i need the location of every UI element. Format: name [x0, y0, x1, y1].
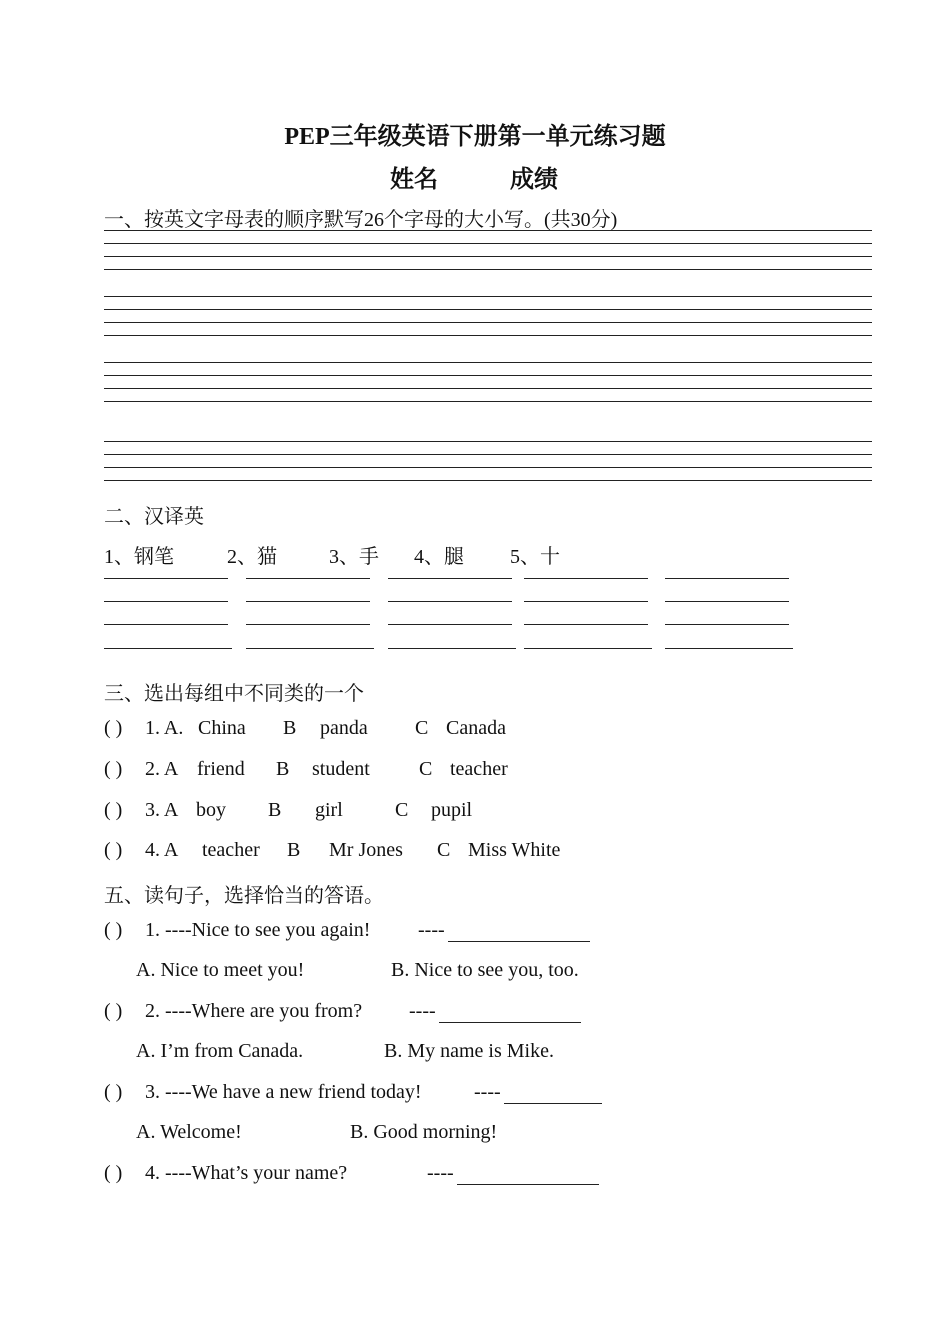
option-b-label: B: [287, 839, 301, 861]
question-number: 2. A: [145, 758, 179, 780]
word-item: 3、手: [329, 546, 379, 568]
option-c-label: C: [437, 839, 451, 861]
ruled-line: [104, 480, 872, 481]
question-number: 3. A: [145, 799, 179, 821]
option-c-label: C: [395, 799, 409, 821]
ruled-line: [104, 256, 872, 257]
answer-blank[interactable]: [524, 578, 648, 579]
option-c: pupil: [431, 799, 473, 821]
ruled-line: [104, 375, 872, 376]
reply-dash: ----: [418, 919, 445, 941]
option-b-label: B: [283, 717, 297, 739]
reply-blank[interactable]: [448, 923, 590, 942]
option-b: B. My name is Mike.: [384, 1040, 554, 1062]
answer-blank[interactable]: [665, 578, 789, 579]
answer-blank[interactable]: [104, 578, 228, 579]
answer-blank[interactable]: [104, 624, 228, 625]
answer-blank[interactable]: [104, 601, 228, 602]
ruled-line: [104, 309, 872, 310]
ruled-line: [104, 296, 872, 297]
answer-blank[interactable]: [388, 601, 512, 602]
answer-blank[interactable]: [524, 601, 648, 602]
option-b: student: [312, 758, 370, 780]
option-a: teacher: [202, 839, 260, 861]
reply-blank[interactable]: [504, 1085, 602, 1104]
ruled-line: [104, 322, 872, 323]
ruled-line: [104, 454, 872, 455]
answer-paren[interactable]: ( ): [104, 1081, 123, 1103]
answer-blank[interactable]: [388, 648, 516, 649]
word-item: 1、钢笔: [104, 546, 174, 568]
reply-blank[interactable]: [439, 1004, 581, 1023]
option-c: Miss White: [468, 839, 561, 861]
option-b: panda: [320, 717, 368, 739]
ruled-line: [104, 243, 872, 244]
answer-blank[interactable]: [246, 578, 370, 579]
ruled-line: [104, 335, 872, 336]
ruled-line: [104, 388, 872, 389]
ruled-line: [104, 401, 872, 402]
answer-blank[interactable]: [665, 648, 793, 649]
option-c-label: C: [415, 717, 429, 739]
answer-blank[interactable]: [388, 578, 512, 579]
option-c: teacher: [450, 758, 508, 780]
answer-blank[interactable]: [524, 648, 652, 649]
question-text: 3. ----We have a new friend today!: [145, 1081, 422, 1103]
option-a: boy: [196, 799, 226, 821]
question-text: 2. ----Where are you from?: [145, 1000, 363, 1022]
section5-heading: 五、读句子，选择恰当的答语。: [104, 885, 384, 907]
option-b-label: B: [276, 758, 290, 780]
option-b: B. Good morning!: [350, 1121, 498, 1143]
question-number: 1. A.: [145, 717, 184, 739]
question-number: 4. A: [145, 839, 179, 861]
section1-heading: 一、按英文字母表的顺序默写26个字母的大小写。(共30分): [104, 209, 618, 231]
answer-blank[interactable]: [246, 624, 370, 625]
option-b: Mr Jones: [329, 839, 403, 861]
option-a: A. Nice to meet you!: [136, 959, 305, 981]
option-b: B. Nice to see you, too.: [391, 959, 579, 981]
option-a: friend: [197, 758, 245, 780]
option-b: girl: [315, 799, 343, 821]
reply-dash: ----: [427, 1162, 454, 1184]
score-label: 成绩: [510, 167, 558, 193]
option-a: A. Welcome!: [136, 1121, 242, 1143]
word-item: 2、猫: [227, 546, 277, 568]
answer-blank[interactable]: [104, 648, 232, 649]
option-b-label: B: [268, 799, 282, 821]
answer-paren[interactable]: ( ): [104, 1162, 123, 1184]
option-c-label: C: [419, 758, 433, 780]
answer-blank[interactable]: [388, 624, 512, 625]
option-a: China: [198, 717, 246, 739]
name-label: 姓名: [390, 167, 438, 193]
answer-paren[interactable]: ( ): [104, 717, 123, 739]
answer-blank[interactable]: [246, 648, 374, 649]
answer-blank[interactable]: [246, 601, 370, 602]
ruled-line: [104, 441, 872, 442]
ruled-line: [104, 362, 872, 363]
question-text: 4. ----What’s your name?: [145, 1162, 348, 1184]
ruled-line: [104, 230, 872, 231]
answer-paren[interactable]: ( ): [104, 919, 123, 941]
answer-blank[interactable]: [665, 601, 789, 602]
answer-paren[interactable]: ( ): [104, 758, 123, 780]
answer-paren[interactable]: ( ): [104, 839, 123, 861]
option-c: Canada: [446, 717, 506, 739]
word-item: 5、十: [510, 546, 560, 568]
reply-dash: ----: [474, 1081, 501, 1103]
answer-blank[interactable]: [524, 624, 648, 625]
option-a: A. I’m from Canada.: [136, 1040, 304, 1062]
reply-dash: ----: [409, 1000, 436, 1022]
ruled-line: [104, 269, 872, 270]
answer-paren[interactable]: ( ): [104, 799, 123, 821]
answer-blank[interactable]: [665, 624, 789, 625]
answer-paren[interactable]: ( ): [104, 1000, 123, 1022]
section2-heading: 二、汉译英: [104, 506, 204, 528]
reply-blank[interactable]: [457, 1166, 599, 1185]
section3-heading: 三、选出每组中不同类的一个: [104, 683, 364, 705]
question-text: 1. ----Nice to see you again!: [145, 919, 371, 941]
word-item: 4、腿: [414, 546, 464, 568]
ruled-line: [104, 467, 872, 468]
page-title: PEP三年级英语下册第一单元练习题: [284, 124, 666, 150]
